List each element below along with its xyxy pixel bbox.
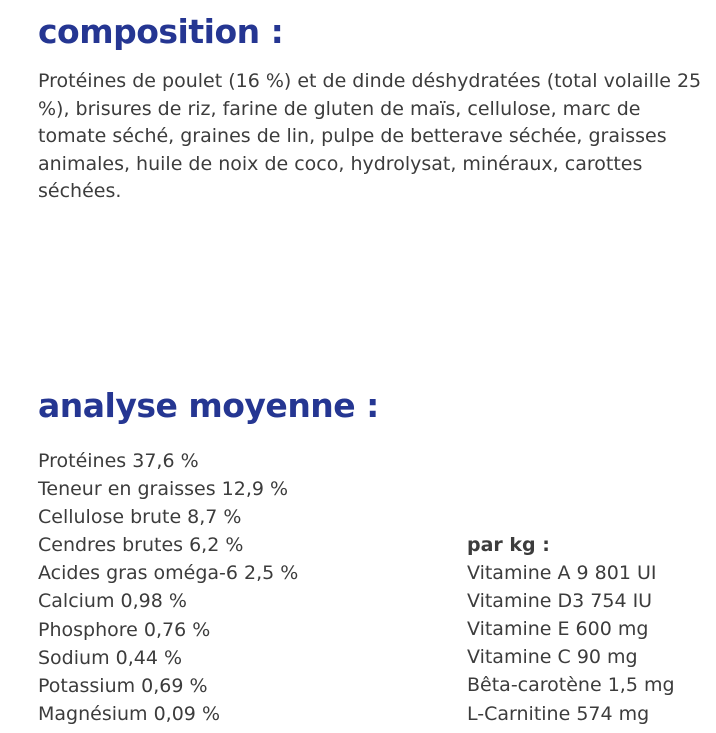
analysis-item-cendres: Cendres brutes 6,2 % bbox=[38, 534, 244, 557]
analysis-list bbox=[38, 447, 298, 728]
analysis-item-cellulose: Cellulose brute 8,7 % bbox=[38, 506, 242, 529]
composition-text: Protéines de poulet (16 %) et de dinde déshydratées (total volaille 25 %), brisures de riz, farine de gluten de maïs, cellulose, marc de tomate séché, graines de lin, pulpe de betterave séchée, graisses animales, huile de noix de coco, hydrolysat, minéraux, carottes séchées. bbox=[38, 70, 702, 203]
analysis-item-calcium: Calcium 0,98 % bbox=[38, 590, 187, 613]
analysis-heading: analyse moyenne : bbox=[38, 386, 379, 425]
per-kg-item-l-carnitine: L-Carnitine 574 mg bbox=[467, 702, 650, 725]
per-kg-item-vitamine-e: Vitamine E 600 mg bbox=[467, 618, 649, 641]
per-kg-item-vitamine-d3: Vitamine D3 754 IU bbox=[467, 590, 653, 613]
analysis-item-magnesium: Magnésium 0,09 % bbox=[38, 702, 220, 725]
analysis-item-potassium: Potassium 0,69 % bbox=[38, 674, 208, 697]
per-kg-item-vitamine-c: Vitamine C 90 mg bbox=[467, 646, 638, 669]
per-kg-item-vitamine-a: Vitamine A 9 801 UI bbox=[467, 562, 657, 585]
per-kg-list bbox=[467, 531, 675, 728]
analysis-item-graisses: Teneur en graisses 12,9 % bbox=[38, 478, 289, 501]
analysis-item-phosphore: Phosphore 0,76 % bbox=[38, 618, 211, 641]
analysis-item-proteines: Protéines 37,6 % bbox=[38, 450, 199, 472]
analysis-item-sodium: Sodium 0,44 % bbox=[38, 646, 183, 669]
composition-heading: composition : bbox=[38, 12, 284, 51]
per-kg-item-beta-carotene: Bêta-carotène 1,5 mg bbox=[467, 674, 675, 697]
per-kg-title: par kg : bbox=[467, 534, 550, 556]
analysis-item-omega6: Acides gras oméga-6 2,5 % bbox=[38, 562, 299, 585]
